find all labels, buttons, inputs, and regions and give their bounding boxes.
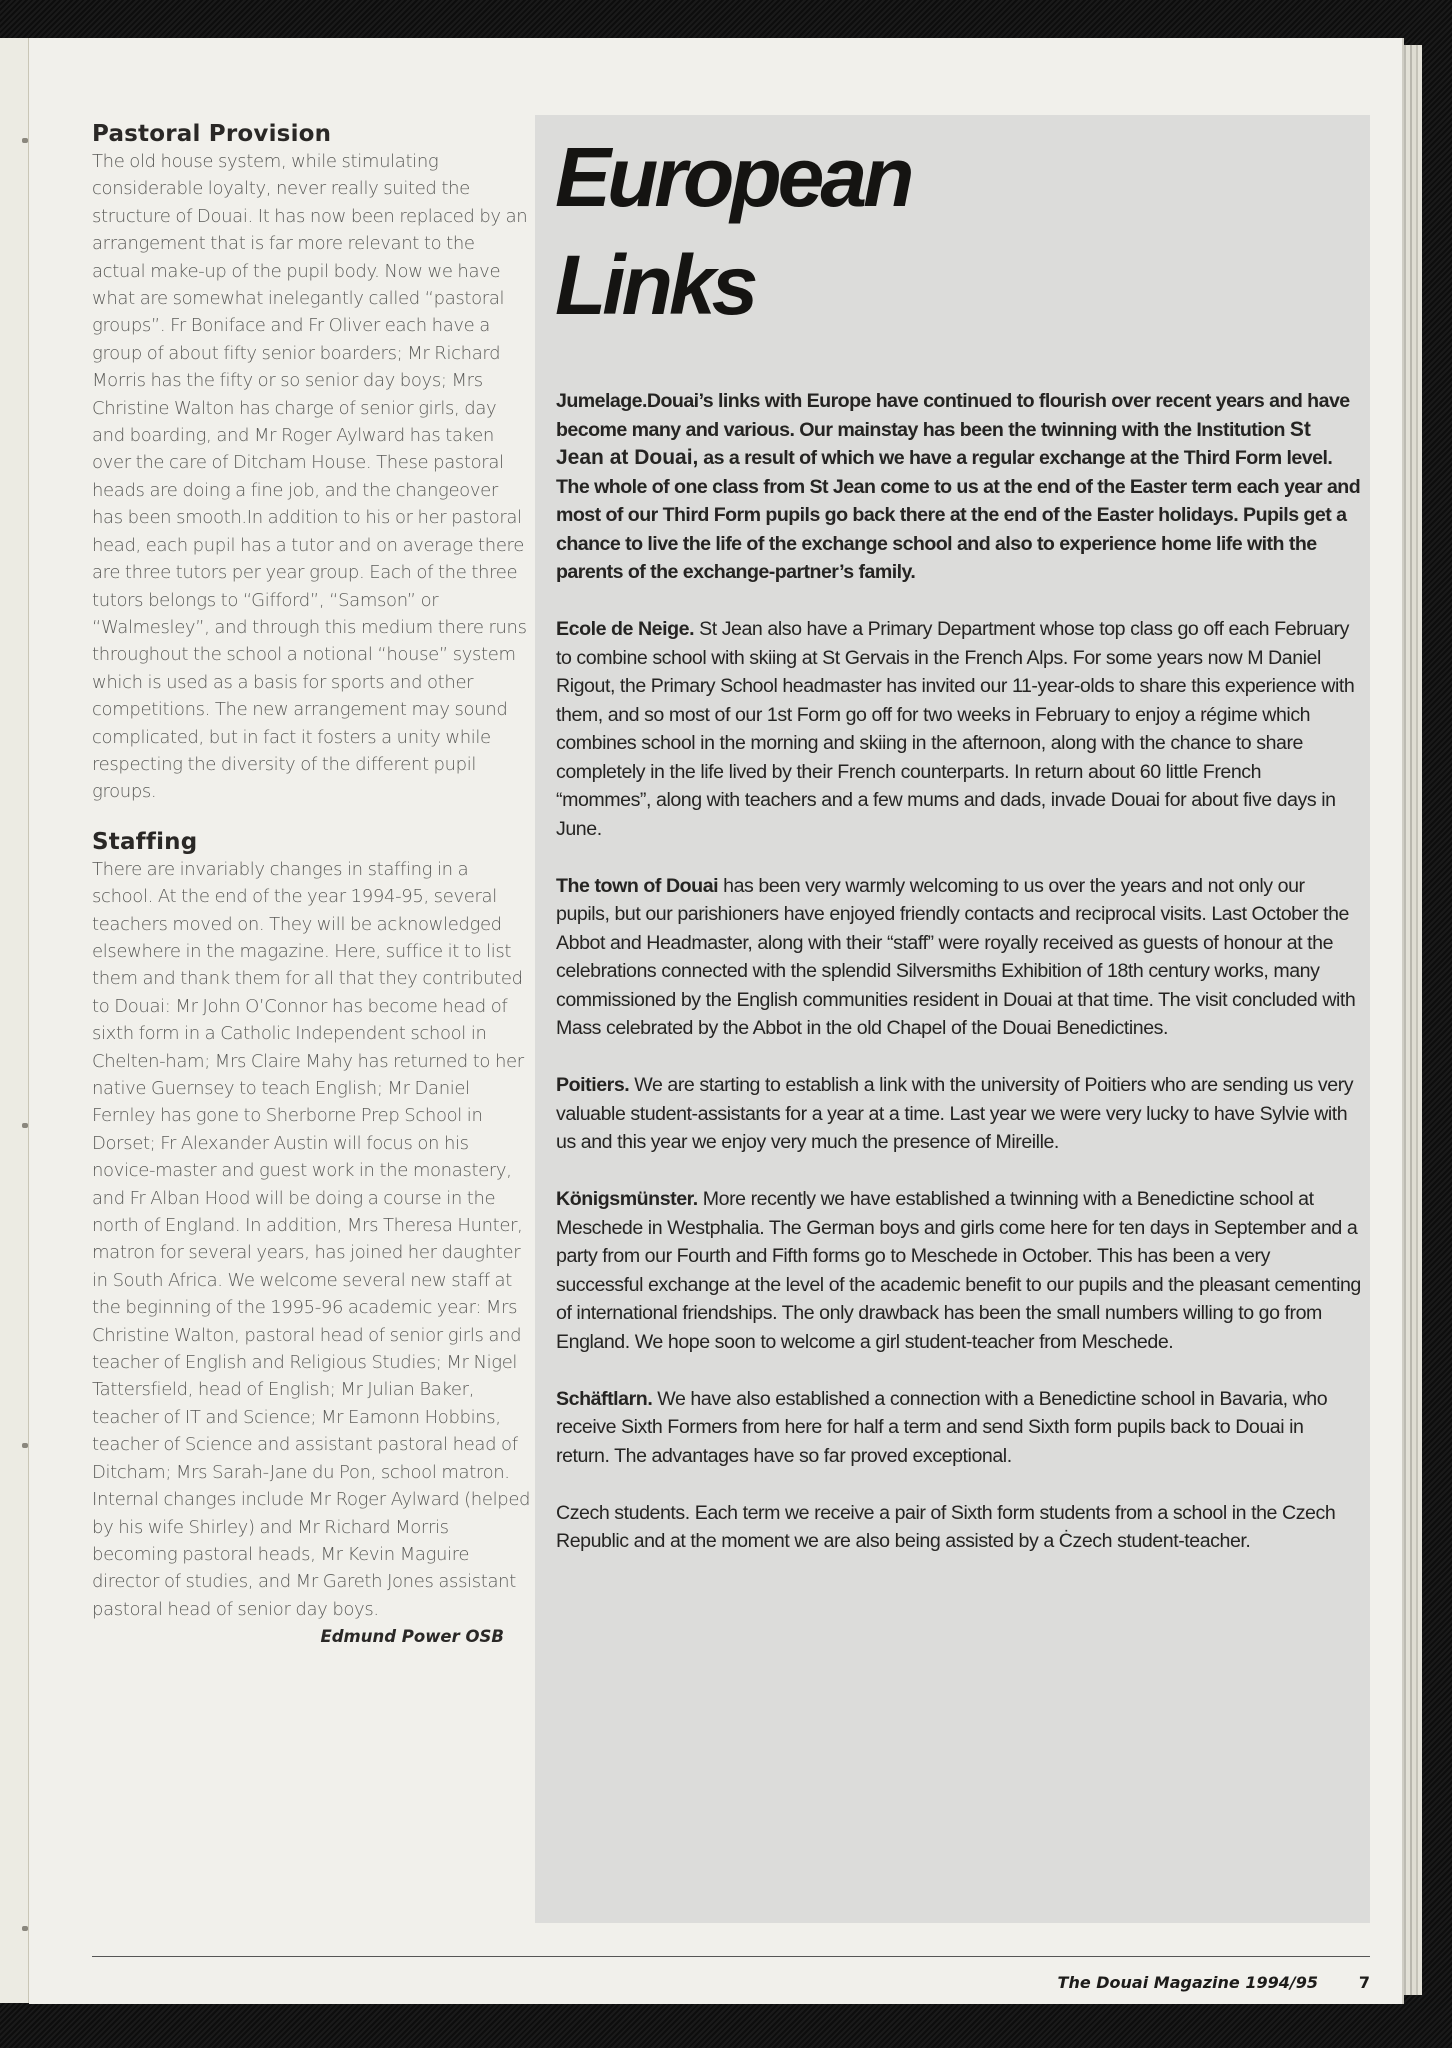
paragraph-text: We have also established a connection with a Benedictine school in Bavaria, who receive Sixth Formers from here for half a term and send Sixth form pupils back to Douai in return. The advantages have so far proved exceptional. bbox=[556, 1387, 1328, 1467]
section-body-staffing: There are invariably changes in staffing in a school. At the end of the year 1994-95, several teachers moved on. They will be acknowledged elsewhere in the magazine. Here, suffice it to list them and thank them for all that they contributed to Douai: Mr John O’Connor has become head of sixth form in a Catholic Independent school in Chelten-ham; Mrs Claire Mahy has returned to her native Guernsey to teach English; Mr Daniel Fernley has gone to Sherborne Prep School in Dorset; Fr Alexander Austin will focus on his novice-master and guest work in the monastery, and Fr Alban Hood will be doing a course in the north of England. In addition, Mrs Theresa Hunter, matron for several years, has joined her daughter in South Africa. We welcome several new staff at the beginning of the 1995-96 academic year: Mrs Christine Walton, pastoral head of senior girls and teacher of English and Religious Studies; Mr Nigel Tattersfield, head of English; Mr Julian Baker, teacher of IT and Science; Mr Eamonn Hobbins, teacher of Science and assistant pastoral head of Ditcham; Mrs Sarah-Jane du Pon, school matron. Internal changes include Mr Roger Aylward (helped by his wife Shirley) and Mr Richard Morris becoming pastoral heads, Mr Kevin Maguire director of studies, and Mr Gareth Jones assistant pastoral head of senior day boys. bbox=[92, 858, 531, 1620]
article-body bbox=[556, 387, 1361, 1584]
footer-divider bbox=[92, 1956, 1370, 1957]
european-links-panel bbox=[535, 115, 1370, 1923]
paragraph-text: We are starting to establish a link with the university of Poitiers who are sending us very valuable student-assistants for a year at a time. Last year we were very lucky to have Sylvie with us and this year we enjoy very much the presence of Mireille. bbox=[556, 1074, 1354, 1153]
paragraph-lead: Ecole de Neige. bbox=[556, 618, 695, 640]
magazine-page bbox=[29, 38, 1402, 2004]
paragraph-ecole-de-neige bbox=[556, 615, 1361, 843]
paragraph-text: St Jean also have a Primary Department whose top class go off each February to combine school with skiing at St Gervais in the French Alps. For some years now M Daniel Rigout, the Primary School headmaster has invited our 11-year-olds to share this experience with them, and so most of our 1st Form go off for two weeks in February to enjoy a régime which combines school in the morning and skiing in the afternoon, along with the chance to share completely in the life lived by their French counterparts. In return about 60 little French “mommes”, along with teachers and a few mums and dads, invade Douai for about five days in June. bbox=[556, 618, 1355, 840]
intro-text-end: as a result of which we have a regular exchange at the Third Form level. The whole of one class from St Jean come to us at the end of the Easter term each year and most of our Third Form pupils go back there at the end of the Easter holidays. Pupils get a chance to live the life of the exchange school and also to experience home life with the parents of the exchange-partner’s family. bbox=[556, 447, 1361, 583]
page-number: 7 bbox=[1358, 1973, 1370, 1992]
paragraph-lead: Poitiers. bbox=[556, 1074, 630, 1096]
intro-paragraph bbox=[556, 387, 1361, 587]
section-body-pastoral: The old house system, while stimulating considerable loyalty, never really suited the structure of Douai. It has now been replaced by an arrangement that is far more relevant to the actual make-up of the pupil body. Now we have what are somewhat inelegantly called “pastoral groups”. Fr Boniface and Fr Oliver each have a group of about fifty senior boarders; Mr Richard Morris has the fifty or so senior day boys; Mrs Christine Walton has charge of senior girls, day and boarding, and Mr Roger Aylward has taken over the care of Ditcham House. These pastoral heads are doing a fine job, and the changeover has been smooth.In addition to his or her pastoral head, each pupil has a tutor and on average there are three tutors per year group. Each of the three tutors belongs to “Gifford”, “Samson” or “Walmesley”, and through this medium there runs throughout the school a notional “house” system which is used as a basis for sports and other competitions. The new arrangement may sound complicated, but in fact it fosters a unity while respecting the diversity of the different pupil groups. bbox=[92, 151, 528, 803]
title-line-2: Links bbox=[555, 238, 755, 332]
paragraph-lead: The town of Douai bbox=[556, 874, 719, 897]
paragraph-lead: Schäftlarn. bbox=[556, 1387, 653, 1410]
binding-staple bbox=[22, 1926, 28, 1931]
binding-staple bbox=[22, 138, 28, 143]
paragraph-poitiers bbox=[556, 1071, 1361, 1157]
intro-text: Jumelage.Douai’s links with Europe have continued to flourish over recent years and have become many and various. Our mainstay has been the twinning with the Institution bbox=[556, 390, 1350, 441]
page-stack-edge bbox=[1400, 45, 1422, 1995]
paragraph-schaftlarn bbox=[556, 1385, 1361, 1471]
binding-staple bbox=[22, 1123, 28, 1128]
paragraph-czech-students bbox=[556, 1499, 1361, 1556]
paragraph-text: More recently we have established a twinning with a Benedictine school at Meschede in Westphalia. The German boys and girls come here for ten days in September and a party from our Fourth and Fifth forms go to Meschede in October. This has been a very successful exchange at the level of the academic benefit to our pupils and the pleasant cementing of international friendships. The only drawback has been the small numbers willing to go from England. We hope soon to welcome a girl student-teacher from Meschede. bbox=[556, 1188, 1361, 1353]
paragraph-text: has been very warmly welcoming to us over the years and not only our pupils, but our parishioners have enjoyed friendly contacts and reciprocal visits. Last October the Abbot and Headmaster, along with their “staff” were royally received as guests of honour at the celebrations connected with the splendid Silversmiths Exhibition of 18th century works, many commissioned by the English communities resident in Douai at that time. The visit concluded with Mass celebrated by the Abbot in the old Chapel of the Douai Benedictines. bbox=[556, 874, 1356, 1039]
section-heading-staffing: Staffing bbox=[92, 828, 198, 855]
article-title bbox=[555, 123, 910, 339]
page-footer bbox=[29, 1973, 1370, 1992]
paragraph-town-of-douai bbox=[556, 872, 1361, 1043]
intro-highlight: St Jean at Douai, bbox=[556, 417, 1311, 469]
facing-page-edge bbox=[0, 38, 29, 2003]
title-line-1: European bbox=[555, 130, 911, 224]
paragraph-text: Czech students. Each term we receive a pair of Sixth form students from a school in the Czech Republic and at the moment we are also being assisted by a Ċzech student-teacher. bbox=[556, 1501, 1336, 1552]
binding-staple bbox=[22, 1443, 28, 1448]
publication-name: The Douai Magazine 1994/95 bbox=[1057, 1973, 1318, 1992]
paragraph-lead: Königsmünster. bbox=[556, 1188, 698, 1210]
section-heading-pastoral: Pastoral Provision bbox=[92, 121, 332, 147]
author-signature: Edmund Power OSB bbox=[320, 1627, 504, 1647]
paragraph-konigsmunster bbox=[556, 1185, 1361, 1356]
left-column bbox=[92, 120, 532, 1649]
